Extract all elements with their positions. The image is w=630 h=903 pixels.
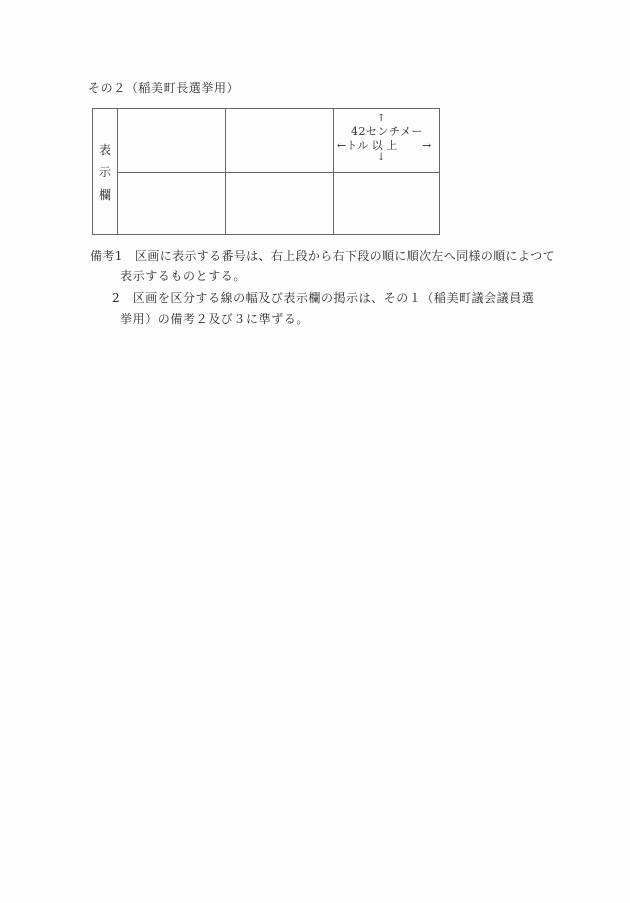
arrow-down-icon: ↓ [377, 152, 386, 163]
grid-cell-r2c3 [334, 173, 439, 234]
note-2-line-2: 挙用）の備考２及び３に準ずる。 [120, 312, 310, 326]
label-char-2: 示 [99, 165, 112, 179]
grid-cell-r1c2 [226, 109, 333, 172]
grid-cell-r2c2 [226, 173, 333, 234]
display-column-label [93, 109, 118, 234]
grid-cell-r1c3-dimension-note [334, 109, 439, 172]
label-char-1: 表 [99, 143, 112, 157]
arrow-right-icon: → [422, 139, 432, 152]
note-1-line-1: 備考1 区画に表示する番号は、右上段から右下段の順に順次左へ同様の順によつて [90, 249, 555, 263]
display-grid-table [92, 108, 440, 235]
label-char-3: 欄 [99, 188, 112, 202]
grid-cell-r1c1 [118, 109, 225, 172]
dimension-text: トル 以 上 [346, 139, 398, 152]
note-2-line-1: 2 区画を区分する線の幅及び表示欄の掲示は、その１（稲美町議会議員選 [112, 291, 535, 305]
dimension-text-line2 [337, 139, 397, 152]
arrow-up-icon: ↑ [377, 113, 386, 124]
note-1-line-2: 表示するものとする。 [120, 269, 247, 283]
arrow-left-icon: ← [337, 139, 347, 152]
document-title: その２（稲美町長選挙用） [88, 81, 240, 95]
dimension-text-line1: 42センチメー [351, 125, 424, 138]
grid-cell-r2c1 [118, 173, 225, 234]
